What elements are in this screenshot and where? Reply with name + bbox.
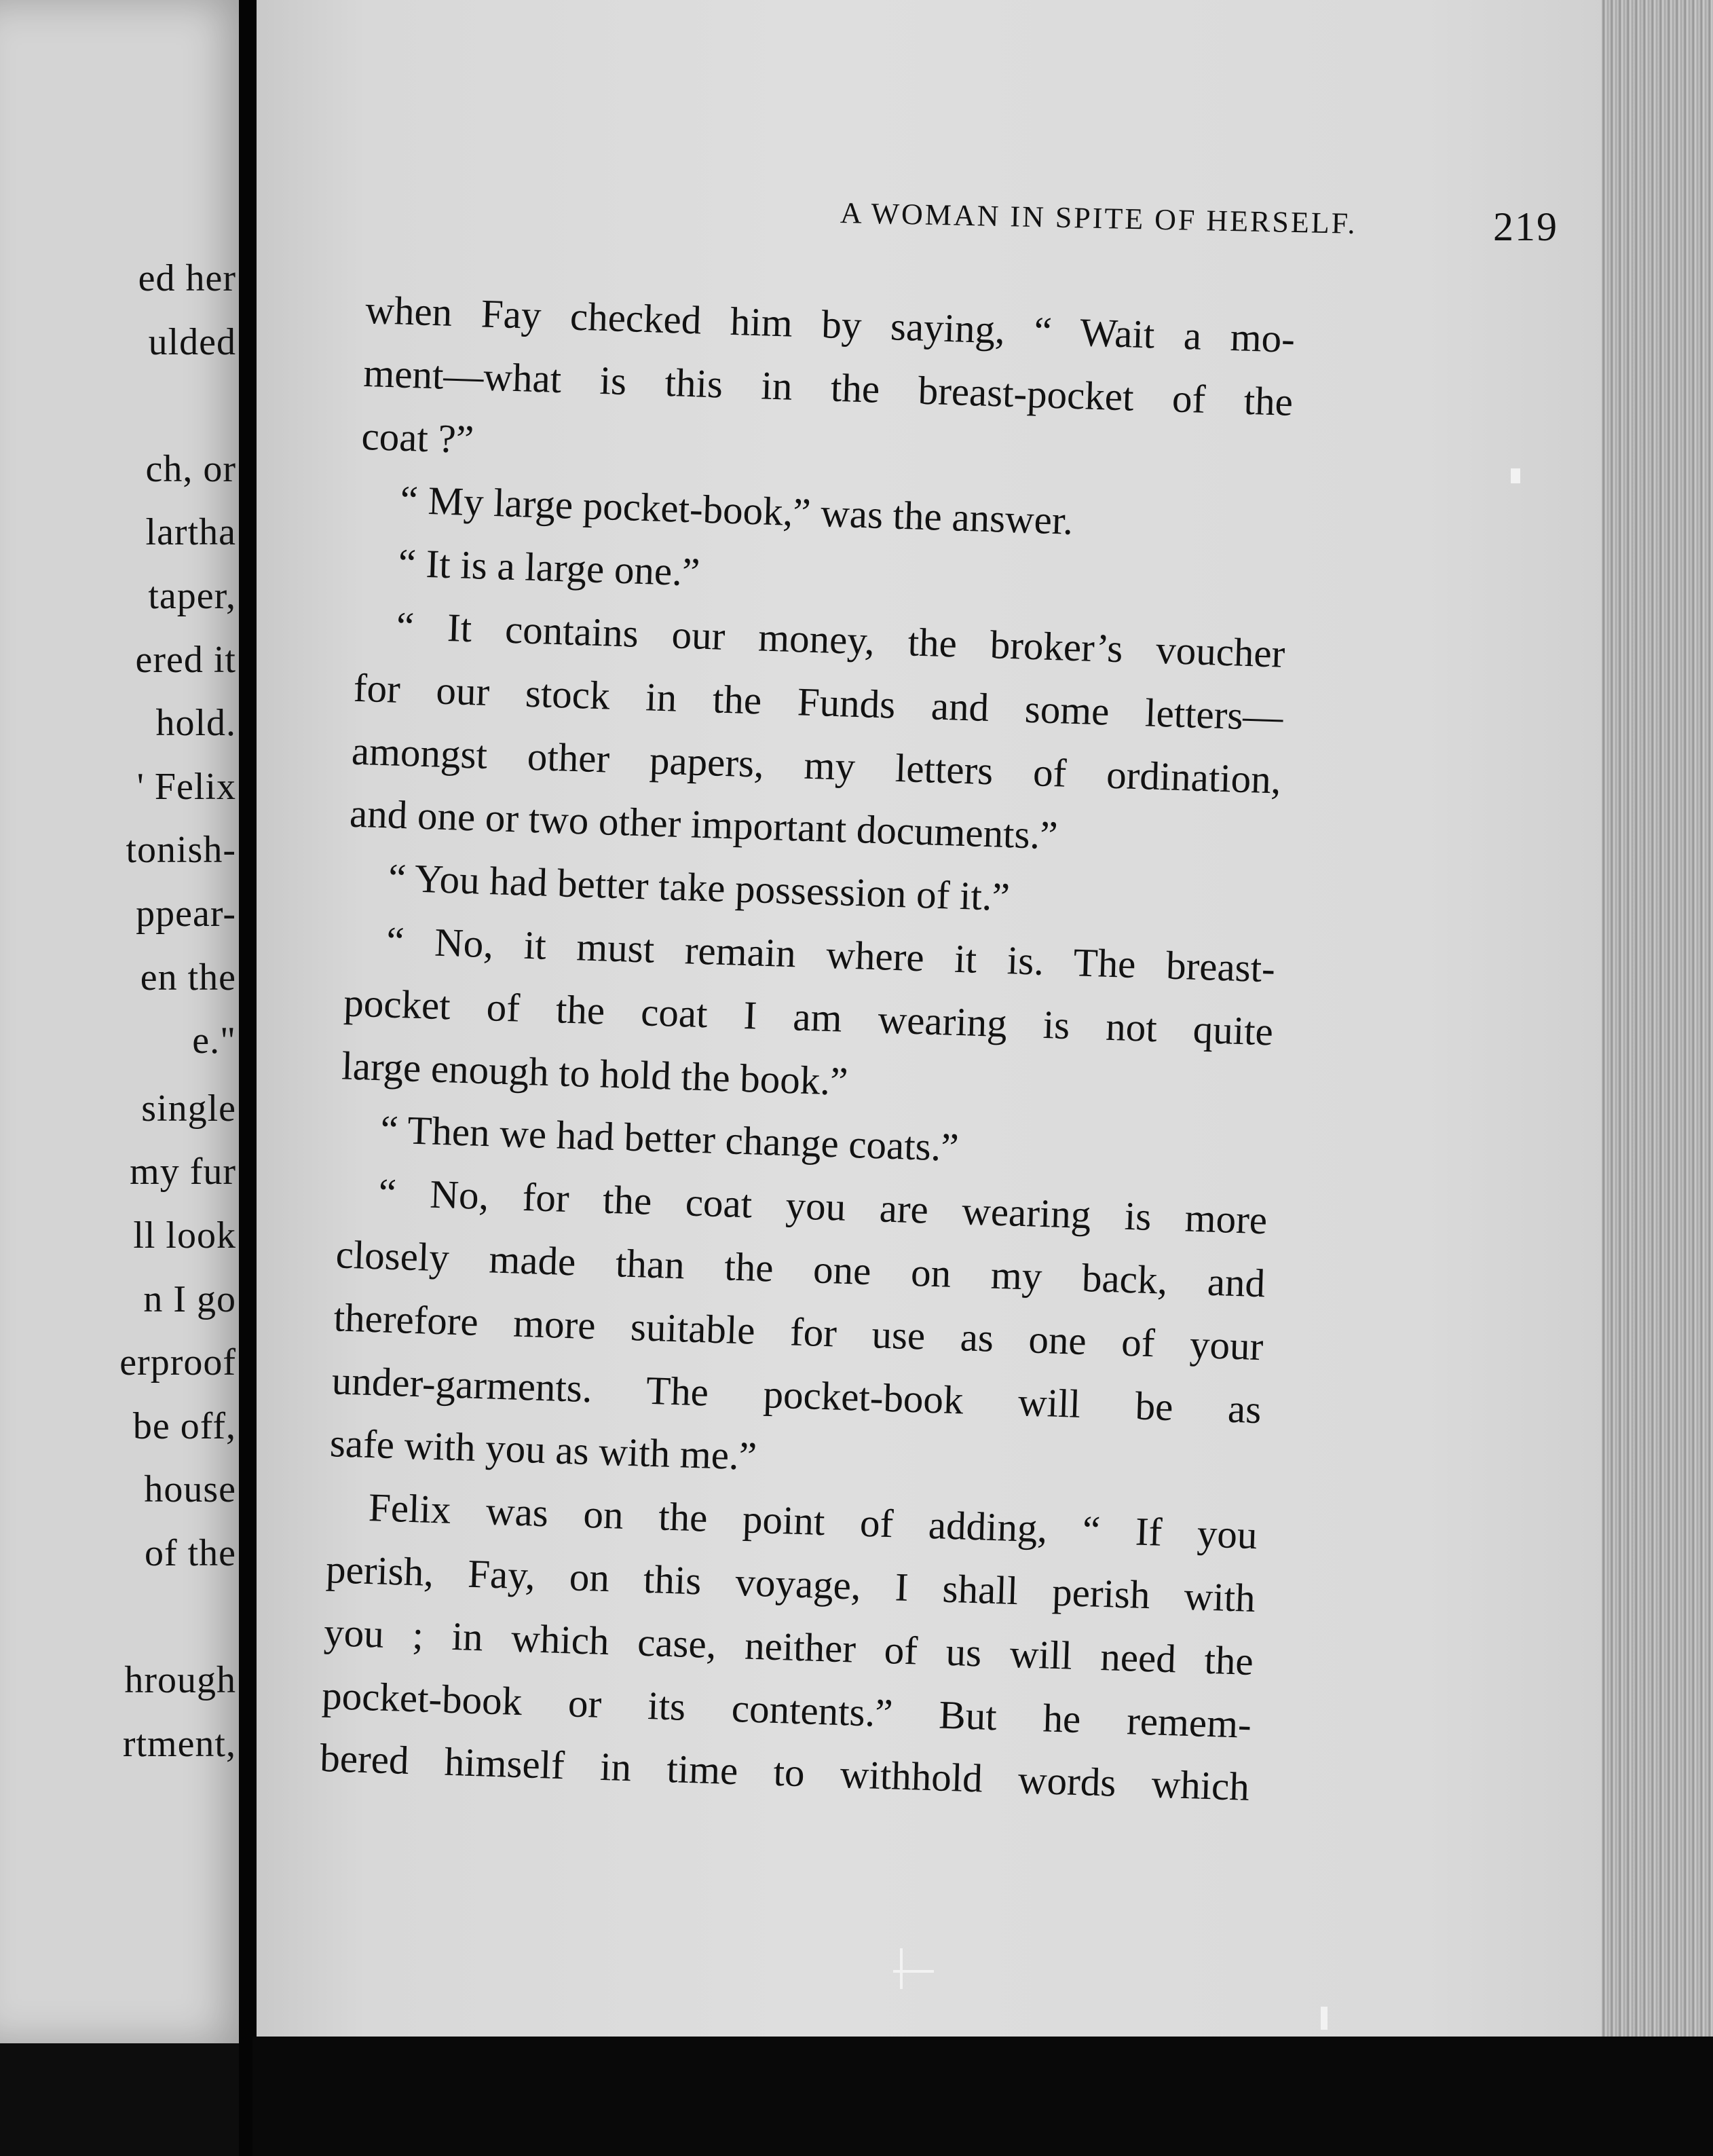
scan-speck	[1321, 2007, 1328, 2030]
text-line: “ No, for the coat you are wearing is more	[377, 1170, 1268, 1243]
page-edges	[1602, 0, 1713, 2092]
page-body-text	[319, 278, 1296, 1819]
text-line: bered himself in time to withhold words which	[319, 1735, 1250, 1810]
previous-page-line: be off,	[132, 1405, 236, 1447]
text-line: “ It contains our money, the broker’s voucher	[395, 603, 1286, 676]
page-number: 219	[1493, 204, 1558, 249]
scan-speck	[900, 1948, 903, 1989]
previous-page-line: ch, or	[145, 447, 236, 490]
running-head: A WOMAN IN SPITE OF HERSELF.	[840, 196, 1358, 240]
previous-page	[0, 0, 252, 2043]
previous-page-line: ulded	[148, 320, 236, 363]
previous-page-line: my fur	[130, 1151, 236, 1193]
previous-page-line: house	[144, 1468, 236, 1511]
previous-page-line: n I go	[143, 1278, 236, 1320]
text-line: ment—what is this in the breast-pocket of the	[362, 350, 1294, 424]
text-line: “ Then we had better change coats.”	[379, 1107, 960, 1170]
previous-page-line: en the	[140, 956, 236, 999]
previous-page-line: erproof	[119, 1341, 236, 1384]
previous-page-line: tonish-	[126, 829, 236, 872]
previous-page-line: of the	[144, 1532, 236, 1574]
previous-page-line: single	[141, 1087, 236, 1130]
text-line: Felix was on the point of adding, “ If you	[368, 1485, 1258, 1558]
previous-page-line: hold.	[155, 702, 236, 745]
previous-page-line: ppear-	[136, 893, 236, 935]
text-line: “ My large pocket-book,” was the answer.	[399, 477, 1074, 544]
text-line: pocket of the coat I am wearing is not quite	[343, 980, 1274, 1054]
text-line: therefore more suitable for use as one of your	[333, 1295, 1264, 1369]
text-line: when Fay checked him by saying, “ Wait a mo-	[364, 286, 1296, 361]
scan-speck	[893, 1970, 934, 1973]
text-line: “ No, it must remain where it is. The breast-	[385, 918, 1276, 991]
text-line: “ You had better take possession of it.”	[388, 855, 1011, 920]
text-line: under-garments. The pocket-book will be as	[331, 1357, 1262, 1432]
text-line: pocket-book or its contents.” But he remem-	[321, 1672, 1252, 1747]
text-line: closely made than the one on my back, and	[335, 1231, 1266, 1306]
text-line: large enough to hold the book.”	[341, 1043, 849, 1104]
scan-speck	[1511, 468, 1520, 483]
previous-page-line: rtment,	[122, 1722, 236, 1765]
previous-page-line: ' Felix	[136, 765, 236, 808]
bottom-shadow	[252, 2037, 1713, 2156]
text-line: and one or two other important documents.”	[349, 791, 1059, 858]
text-line: you ; in which case, neither of us will need the	[323, 1609, 1254, 1684]
text-line: amongst other papers, my letters of ordination,	[351, 728, 1282, 802]
previous-page-line: ed her	[138, 257, 236, 299]
previous-page-line: taper,	[148, 575, 236, 617]
text-line: for our stock in the Funds and some letters—	[353, 665, 1284, 739]
previous-page-line: e."	[192, 1020, 236, 1062]
previous-page-line: lartha	[145, 511, 236, 554]
text-line: safe with you as with me.”	[329, 1420, 758, 1479]
previous-page-line: ll look	[133, 1214, 236, 1257]
previous-page-line: hrough	[124, 1659, 236, 1702]
text-line: coat ?”	[360, 413, 475, 462]
text-line: “ It is a large one.”	[397, 540, 701, 595]
text-line: perish, Fay, on this voyage, I shall perish with	[325, 1546, 1256, 1621]
previous-page-line: ered it	[135, 638, 236, 681]
